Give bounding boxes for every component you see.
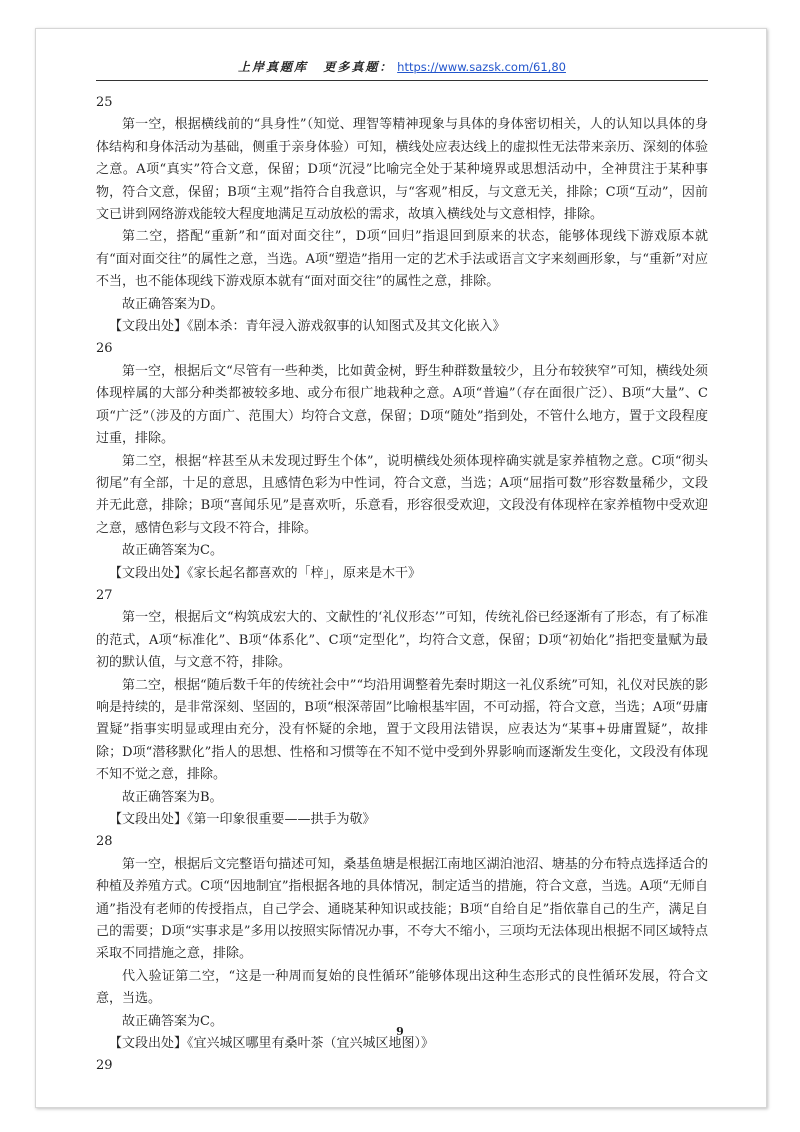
question-number: 26 bbox=[96, 341, 113, 357]
header-link[interactable]: https://www.sazsk.com/61,80 bbox=[397, 60, 566, 74]
source-line: 【文段出处】《第一印象很重要——拱手为敬》 bbox=[109, 812, 376, 827]
answer-line: 故正确答案为C。 bbox=[122, 543, 223, 559]
source-line: 【文段出处】《剧本杀：青年浸入游戏叙事的认知图式及其文化嵌入》 bbox=[109, 319, 506, 335]
header-brand: 上岸真题库 bbox=[238, 60, 309, 74]
page-header bbox=[96, 56, 708, 81]
answer-line: 故正确答案为C。 bbox=[122, 1013, 223, 1029]
question-number: 25 bbox=[96, 95, 113, 110]
header-more-label: 更多真题： bbox=[323, 60, 394, 74]
paragraph: 第一空，根据横线前的“具身性”（知觉、理智等精神现象与具体的身体密切相关，人的认知以具体的身体结构和身体活动为基础，侧重于亲身体验）可知，横线处应表达线上的虚拟性无法带来亲历、深刻的体验之意。A项“真实”符合文意，保留；D项“沉浸”比喻完全处于某种境界或思想活动中，全神贯注于某种事物，符合文意，保留；B项“主观”指符合自我意识，与“客观”相反，与文意无关，排除；C项“互动”，因前文已讲到网络游戏能较大程度地满足互动放松的需求，故填入横线处与文意相悖，排除。 bbox=[96, 117, 708, 223]
document-body bbox=[96, 92, 708, 1078]
paragraph: 第一空，根据后文完整语句描述可知，桑基鱼塘是根据江南地区湖泊池沼、塘基的分布特点选择适合的种植及养殖方式。C项“因地制宜”指根据各地的具体情况，制定适当的措施，符合文意，当选。A项“无师自通”指没有老师的传授指点，自己学会、通晓某种知识或技能；B项“自给自足”指依靠自己的生产，满足自己的需要；D项“实事求是”多用以按照实际情况办事，不夸大不缩小，三项均无法体现出根据不同区域特点采取不同措施之意，排除。 bbox=[96, 856, 708, 962]
answer-line: 故正确答案为B。 bbox=[122, 789, 223, 805]
question-number: 27 bbox=[96, 587, 113, 603]
paragraph: 代入验证第二空，“这是一种周而复始的良性循环”能够体现出这种生态形式的良性循环发展，符合文意，当选。 bbox=[96, 968, 708, 1007]
source-line: 【文段出处】《宜兴城区哪里有桑叶茶（宜兴城区地图）》 bbox=[109, 1036, 435, 1052]
question-number: 28 bbox=[96, 834, 113, 850]
paragraph: 第一空，根据后文“构筑成宏大的、文献性的‘礼仪形态’”可知，传统礼俗已经逐渐有了形态，有了标准的范式，A项“标准化”、B项“体系化”、C项“定型化”，均符合文意，保留；D项“初始化”指把变量赋为最初的默认值，与文意不符，排除。 bbox=[96, 610, 708, 671]
question-number: 29 bbox=[96, 1058, 113, 1074]
paragraph: 第二空，根据“随后数千年的传统社会中”“均沿用调整着先秦时期这一礼仪系统”可知，礼仪对民族的影响是持续的，是非常深刻、坚固的，B项“根深蒂固”比喻根基牢固，不可动摇，符合文意，当选；A项“毋庸置疑”指事实明显或理由充分，没有怀疑的余地，置于文段用法错误，应表达为“某事+毋庸置疑”，故排除；D项“潜移默化”指人的思想、性格和习惯等在不知不觉中受到外界影响而逐渐发生变化，文段没有体现不知不觉之意，排除。 bbox=[96, 677, 708, 783]
answer-line: 故正确答案为D。 bbox=[122, 296, 224, 312]
page-number: 9 bbox=[396, 1025, 404, 1038]
paragraph: 第二空，根据“梓甚至从未发现过野生个体”，说明横线处须体现梓确实就是家养植物之意。C项“彻头彻尾”有全部，十足的意思，且感情色彩为中性词，符合文意，当选；A项“屈指可数”形容数量稀少，文段并无此意，排除；B项“喜闻乐见”是喜欢听，乐意看，形容很受欢迎，文段没有体现梓在家养植物中受欢迎之意，感情色彩与文段不符合，排除。 bbox=[96, 453, 708, 536]
paragraph: 第一空，根据后文“尽管有一些种类，比如黄金树，野生种群数量较少，且分布较狭窄”可知，横线处须体现梓属的大部分种类都被较多地、或分布很广地栽种之意。A项“普遍”（存在面很广泛）、B项“大量”、C项“广泛”（涉及的方面广、范围大）均符合文意，保留；D项“随处”指到处，不管什么地方，置于文段程度过重，排除。 bbox=[96, 363, 708, 447]
paragraph: 第二空，搭配“重新”和“面对面交往”，D项“回归”指退回到原来的状态，能够体现线下游戏原本就有“面对面交往”的属性之意，当选。A项“塑造”指用一定的艺术手法或语言文字来刻画形象，与“重新”对应不当，也不能体现线下游戏原本就有“面对面交往”的属性之意，排除。 bbox=[96, 229, 708, 290]
source-line: 【文段出处】《家长起名都喜欢的「梓」，原来是木干》 bbox=[109, 565, 422, 581]
